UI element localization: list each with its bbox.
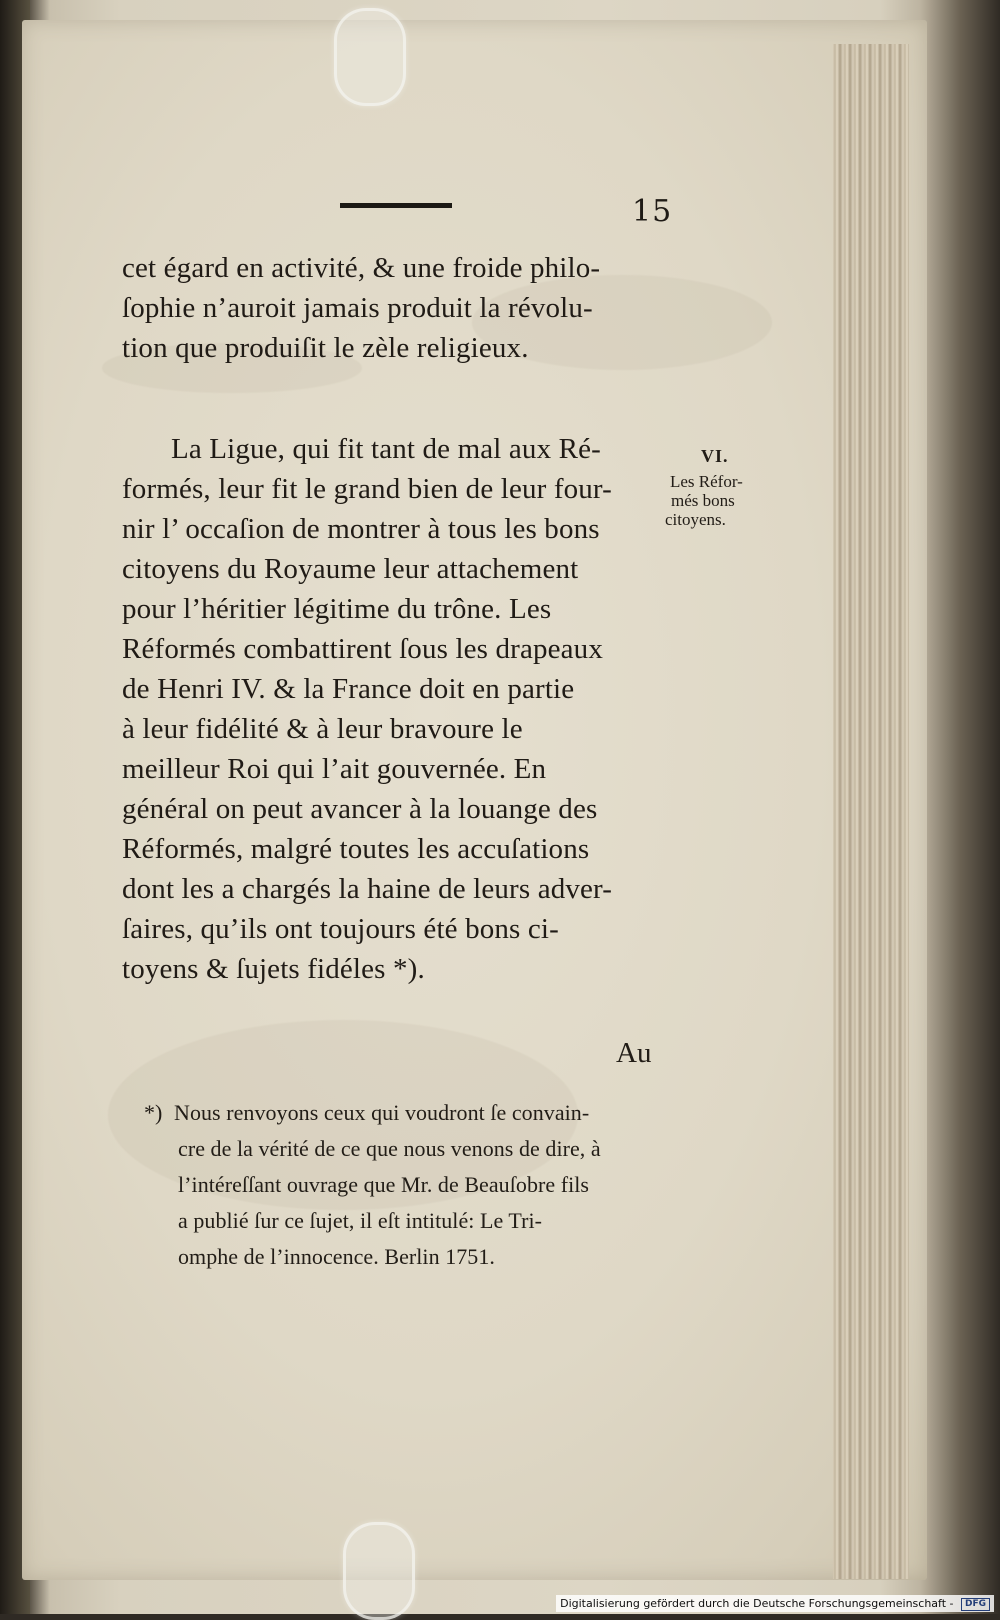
paragraph-line: dont les a chargés la haine de leurs adver- (122, 873, 613, 905)
footnote-marker: *) (144, 1100, 163, 1125)
margin-note-line: Les Réfor- (670, 472, 743, 491)
margin-note-number: VI. (701, 446, 729, 466)
paragraph-line: toyens & ſujets fidéles *). (122, 953, 425, 985)
paragraph-line: formés, leur fit le grand bien de leur four- (122, 473, 612, 505)
top-page-clip (334, 8, 406, 106)
paragraph-line: pour l’héritier légitime du trône. Les (122, 593, 552, 625)
paragraph-line: à leur fidélité & à leur bravoure le (122, 713, 523, 745)
bottom-page-clip (343, 1522, 415, 1620)
paragraph-line: Réformés, malgré toutes les accuſations (122, 833, 590, 865)
paragraph-line: de Henri IV. & la France doit en partie (122, 673, 575, 705)
header-rule (340, 203, 452, 208)
footnote-line: l’intéreſſant ouvrage que Mr. de Beauſobre fils (178, 1172, 590, 1197)
main-text-line: cet égard en activité, & une froide philo- (122, 252, 601, 284)
page-edge (833, 44, 909, 1579)
margin-note-line: més bons (671, 491, 735, 510)
main-text-line: tion que produiſit le zèle religieux. (122, 332, 529, 364)
paragraph-line: meilleur Roi qui l’ait gouvernée. En (122, 753, 547, 785)
footnote-line: a publié ſur ce ſujet, il eſt intitulé: Le Tri- (178, 1208, 543, 1233)
footnote-line: Nous renvoyons ceux qui voudront ſe convain- (174, 1100, 590, 1125)
paragraph-line: ſaires, qu’ils ont toujours été bons ci- (122, 913, 559, 945)
paragraph-line: nir l’ occaſion de montrer à tous les bons (122, 513, 600, 545)
margin-note-line: citoyens. (665, 510, 726, 529)
footnote-line: omphe de l’innocence. Berlin 1751. (178, 1244, 495, 1269)
book-page (22, 20, 927, 1580)
page-number: 15 (632, 194, 673, 229)
catchword: Au (616, 1037, 652, 1069)
paragraph-line: général on peut avancer à la louange des (122, 793, 598, 825)
dfg-logo: DFG (961, 1598, 990, 1611)
paragraph-line: Réformés combattirent ſous les drapeaux (122, 633, 603, 665)
digitization-footer (556, 1595, 994, 1612)
footnote-line: cre de la vérité de ce que nous venons de dire, à (178, 1136, 601, 1161)
paragraph-line: citoyens du Royaume leur attachement (122, 553, 579, 585)
digitization-credit: Digitalisierung gefördert durch die Deutsche Forschungsgemeinschaft - (560, 1597, 954, 1610)
paragraph-line: La Ligue, qui fit tant de mal aux Ré- (171, 433, 601, 465)
main-text-line: ſophie n’auroit jamais produit la révolu- (122, 292, 593, 324)
